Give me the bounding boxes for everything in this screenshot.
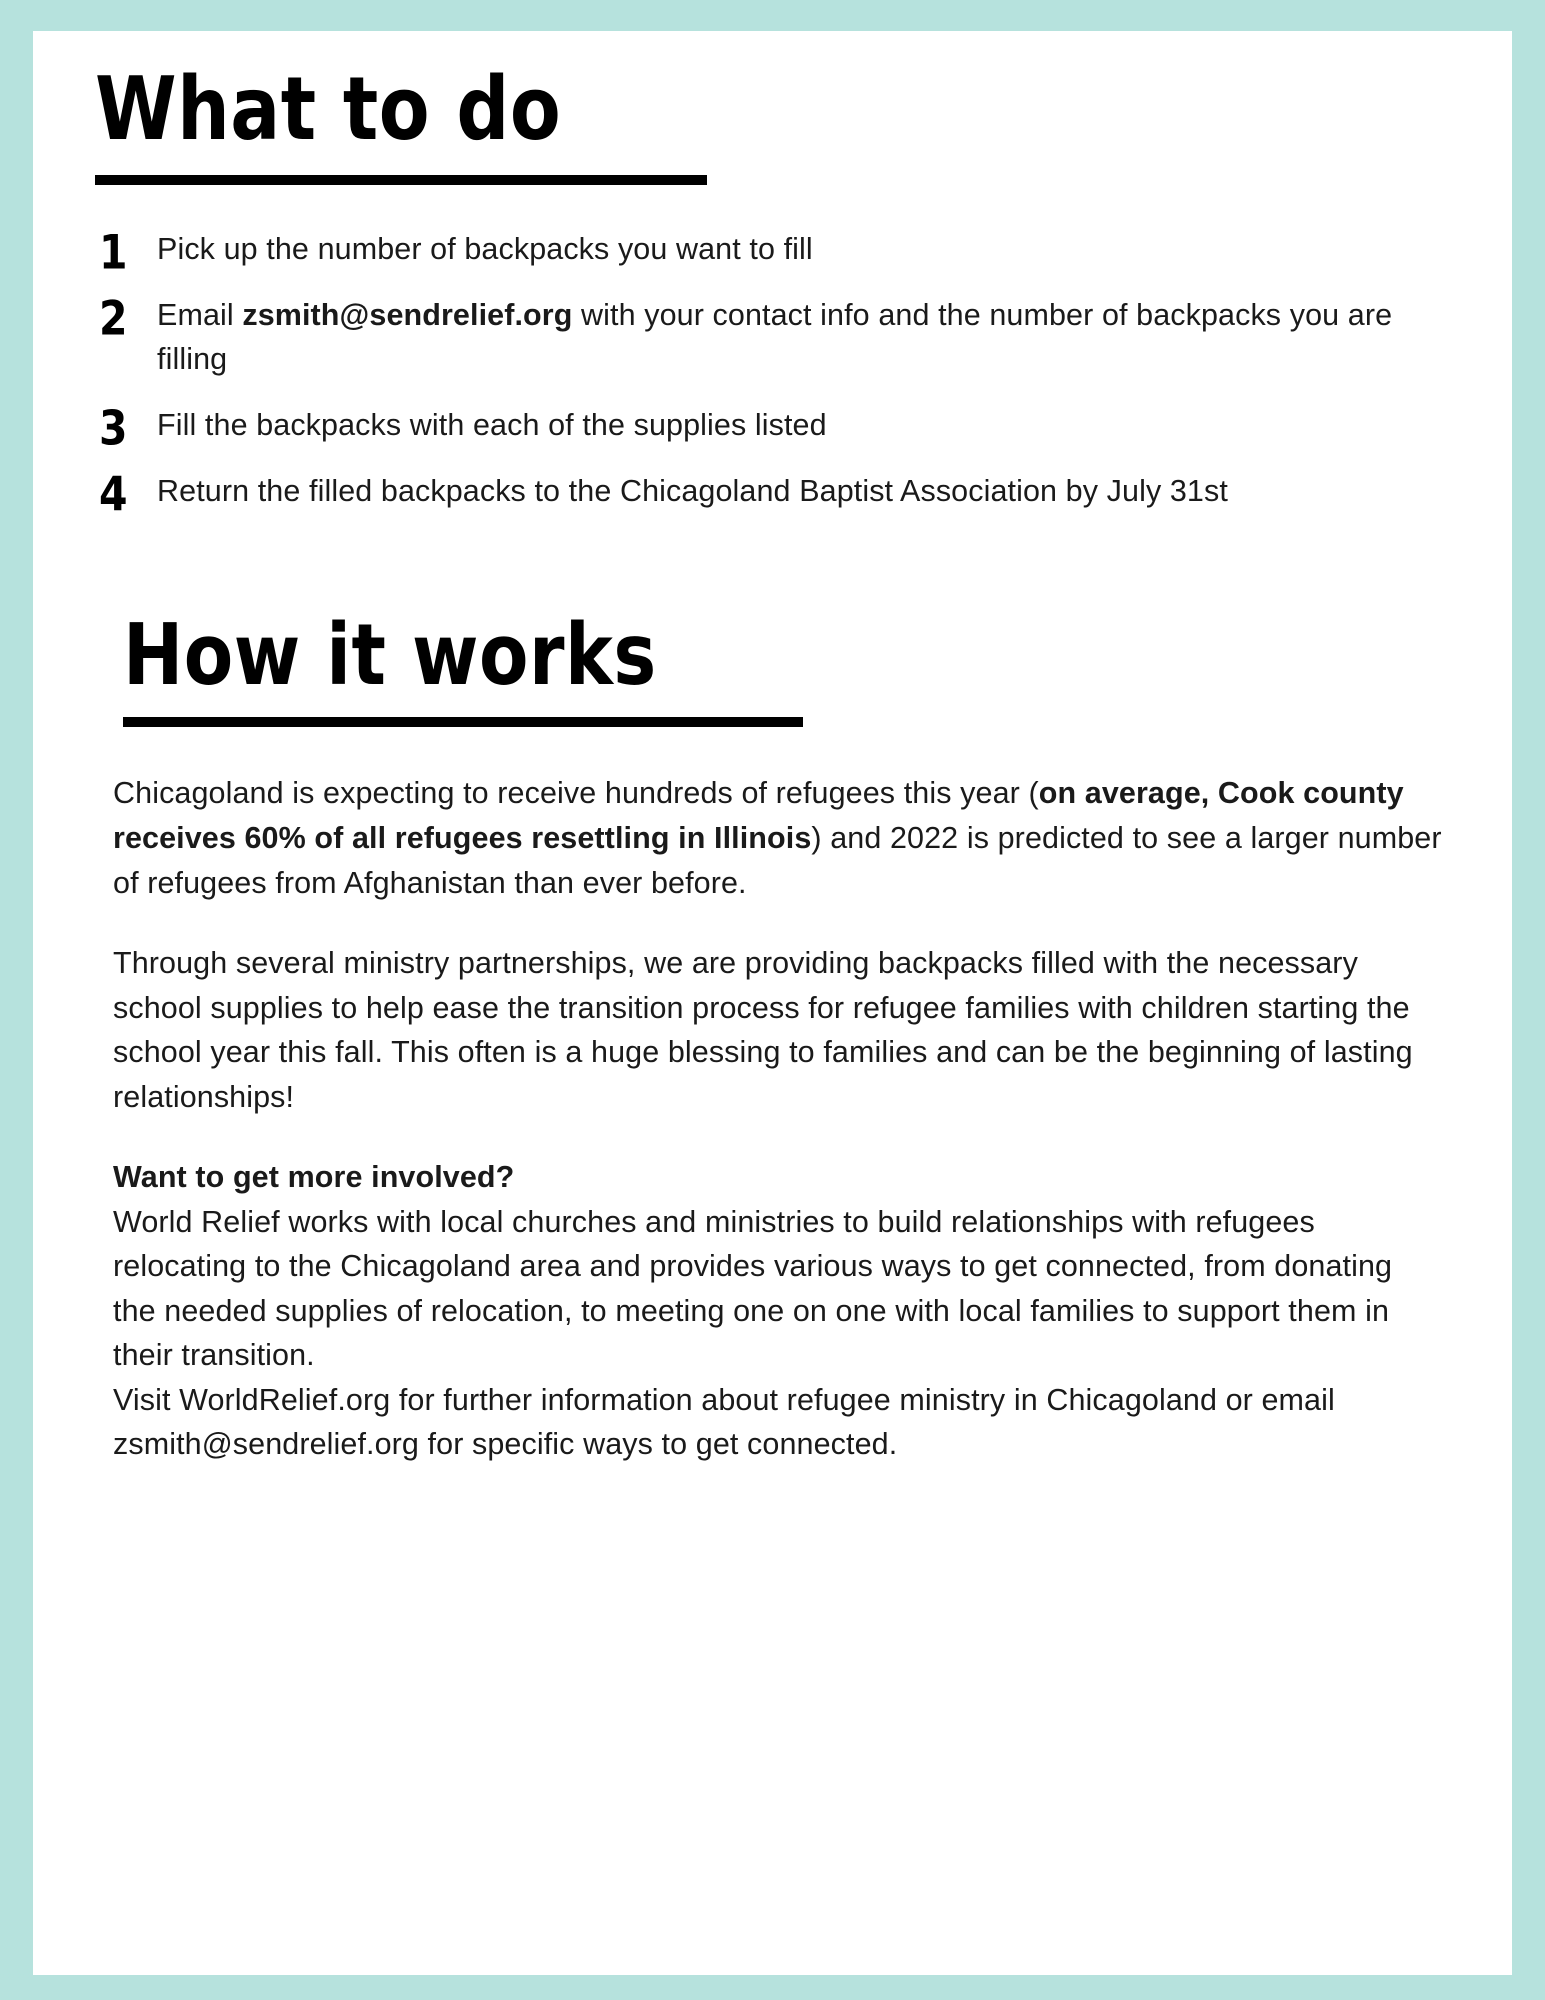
paragraph-world-relief: World Relief works with local churches and ministries to build relationships with refugees relocating to the Chicagoland area and provides various ways to get connected, from donating the needed supplies of relocation, to meeting one on one with local families to support them in their transition.	[113, 1204, 1393, 1373]
step-text	[157, 293, 1449, 381]
page-content	[73, 31, 1473, 1467]
what-to-do-heading-underline	[95, 175, 707, 185]
how-it-works-body	[113, 771, 1443, 1466]
list-item	[99, 400, 1449, 456]
how-it-works-heading-underline	[123, 717, 803, 727]
step-number: 2	[99, 290, 128, 347]
contact-email: zsmith@sendrelief.org	[242, 298, 573, 333]
step-text	[157, 403, 1449, 447]
paragraph-1-part-1: Chicagoland is expecting to receive hundreds of refugees this year (	[113, 776, 1039, 811]
step-text-after: with your contact info and the number of backpacks you are filling	[157, 298, 1393, 376]
step-number: 4	[99, 466, 128, 523]
what-to-do-heading: What to do	[95, 58, 562, 161]
paragraph-refugee-stats	[113, 771, 1443, 905]
list-item	[99, 224, 1449, 280]
paragraph-1-part-2: ) and 2022 is predicted to see a larger number of refugees from Afghanistan than ever before.	[113, 821, 1442, 900]
step-text-before: Fill the backpacks with each of the supplies listed	[157, 407, 827, 442]
list-item	[99, 290, 1449, 381]
paragraph-1-emphasis: on average, Cook county receives 60% of all refugees resettling in Illinois	[113, 776, 1404, 855]
paragraph-ministry-partnerships: Through several ministry partnerships, we are providing backpacks filled with the necessary school supplies to help ease the transition process for refugee families with children starting the school year this fall. This often is a huge blessing to families and can be the beginning of lasting relationships!	[113, 946, 1413, 1114]
what-to-do-step-list	[99, 224, 1449, 523]
step-text-before: Return the filled backpacks to the Chicagoland Baptist Association by July 31st	[157, 474, 1228, 509]
what-to-do-heading-block	[95, 58, 707, 185]
flyer-page	[33, 31, 1512, 1975]
step-text-before: Email	[157, 298, 243, 333]
step-number: 3	[99, 400, 128, 456]
how-it-works-heading-block	[123, 605, 803, 727]
get-involved-subheading: Want to get more involved?	[113, 1160, 515, 1195]
step-text-before: Pick up the number of backpacks you want to fill	[157, 232, 813, 266]
paragraph-visit-info: Visit WorldRelief.org for further information about refugee ministry in Chicagoland or email zsmith@sendrelief.org for specific ways to get connected.	[113, 1382, 1335, 1462]
step-text	[157, 227, 1449, 271]
paragraph-get-involved	[113, 1155, 1443, 1467]
step-text	[157, 469, 1449, 513]
list-item	[99, 466, 1449, 523]
how-it-works-heading: How it works	[123, 605, 657, 705]
step-number: 1	[99, 224, 128, 280]
